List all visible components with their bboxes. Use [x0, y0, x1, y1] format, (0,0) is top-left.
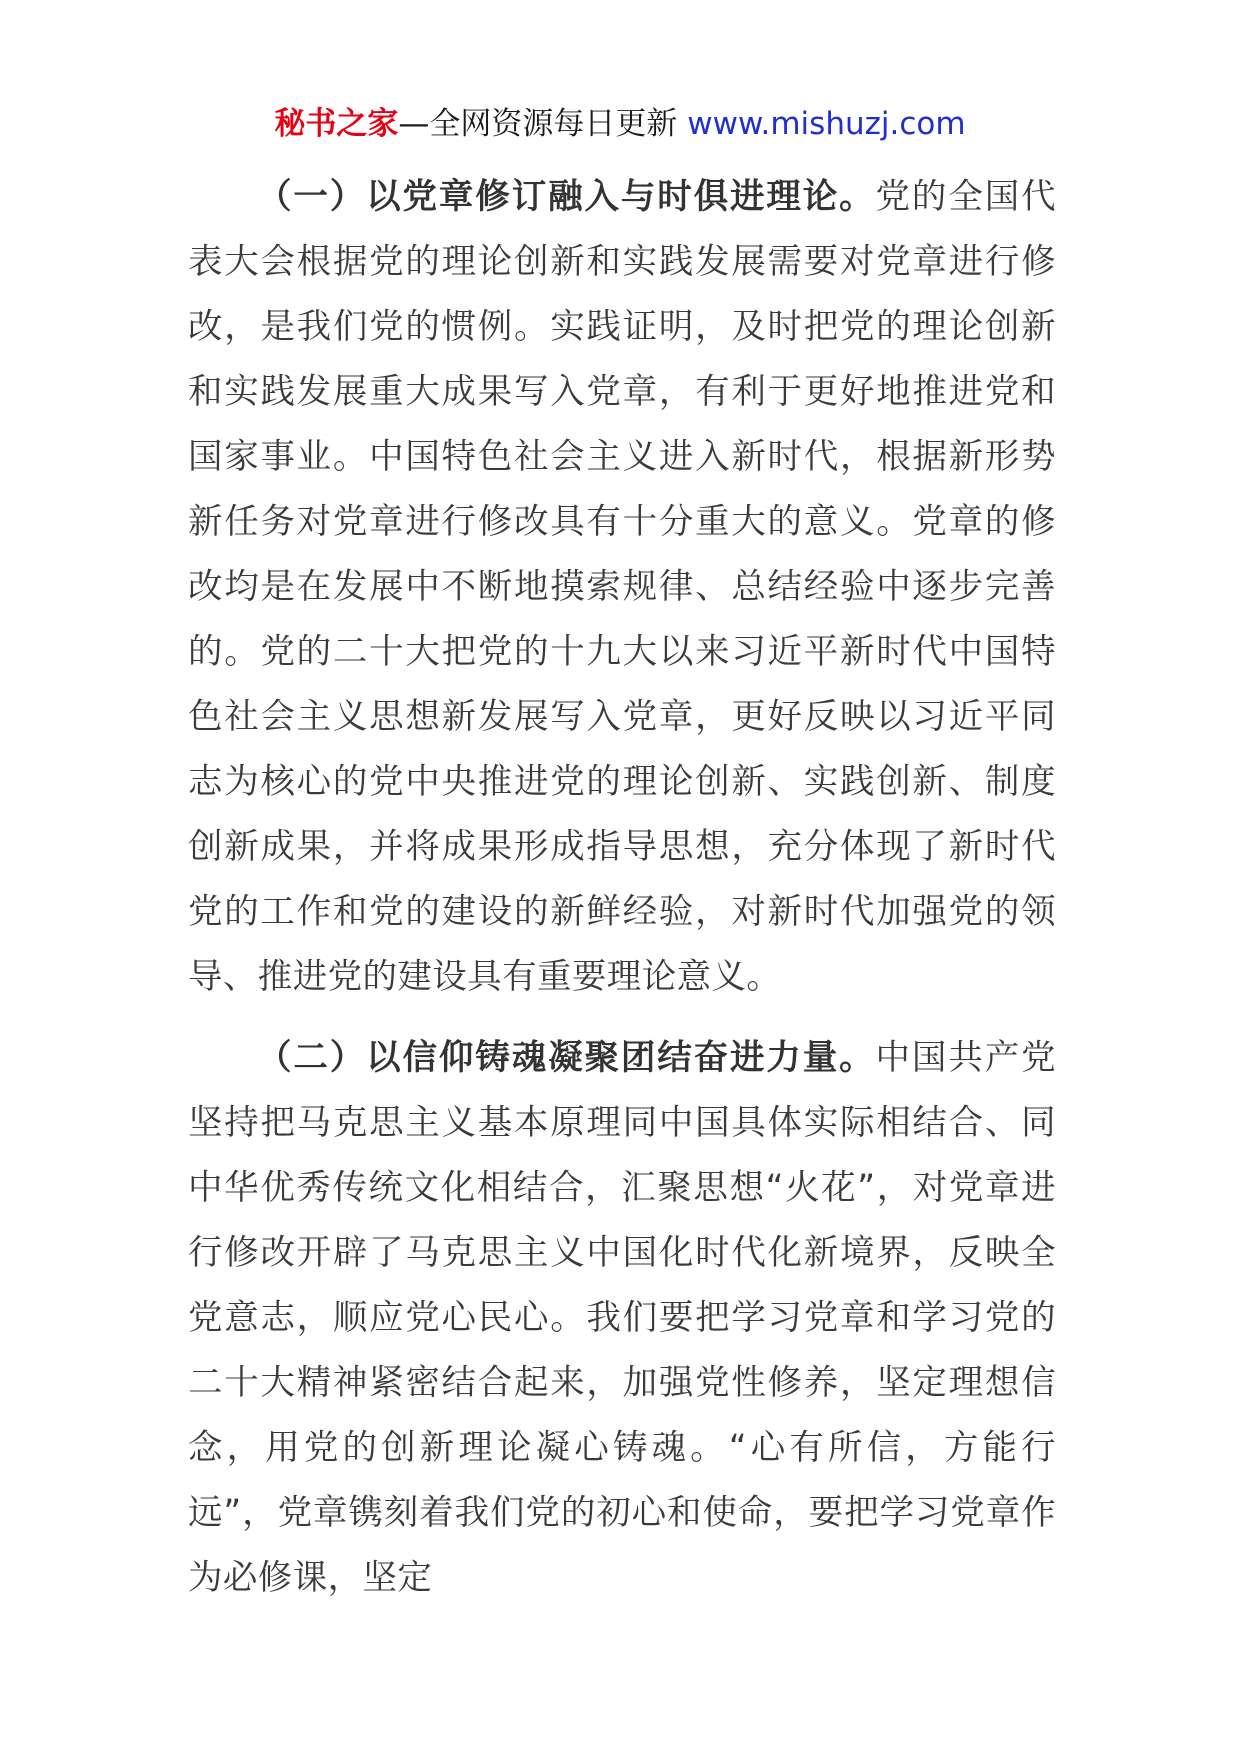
- paragraph-2-text: 中国共产党坚持把马克思主义基本原理同中国具体实际相结合、同中华优秀传统文化相结合，汇聚思想“火花”，对党章进行修改开辟了马克思主义中国化时代化新境界，反映全党意志，顺应党心民心。我们要把学习党章和学习党的二十大精神紧密结合起来，加强党性修养，坚定理想信念，用党的创新理论凝心铸魂。“心有所信，方能行远”，党章镌刻着我们党的初心和使命，要把学习党章作为必修课，坚定: [188, 1038, 1056, 1598]
- page-header: [0, 102, 1240, 146]
- header-brand: 秘书之家: [274, 106, 399, 142]
- paragraph-2-heading: （二）以信仰铸魂凝聚团结奋进力量。: [257, 1038, 876, 1078]
- paragraph-1-heading: （一）以党章修订融入与时俱进理论。: [257, 177, 876, 217]
- header-url-link[interactable]: www.mishuzj.com: [687, 106, 966, 142]
- document-body: [188, 165, 1056, 1611]
- paragraph-1-text: 党的全国代表大会根据党的理论创新和实践发展需要对党章进行修改，是我们党的惯例。实践证明，及时把党的理论创新和实践发展重大成果写入党章，有利于更好地推进党和国家事业。中国特色社会主义进入新时代，根据新形势新任务对党章进行修改具有十分重大的意义。党章的修改均是在发展中不断地摸索规律、总结经验中逐步完善的。党的二十大把党的十九大以来习近平新时代中国特色社会主义思想新发展写入党章，更好反映以习近平同志为核心的党中央推进党的理论创新、实践创新、制度创新成果，并将成果形成指导思想，充分体现了新时代党的工作和党的建设的新鲜经验，对新时代加强党的领导、推进党的建设具有重要理论意义。: [188, 177, 1056, 997]
- header-slogan: —全网资源每日更新: [398, 106, 688, 142]
- paragraph-2: [188, 1026, 1056, 1611]
- paragraph-1: [188, 165, 1056, 1010]
